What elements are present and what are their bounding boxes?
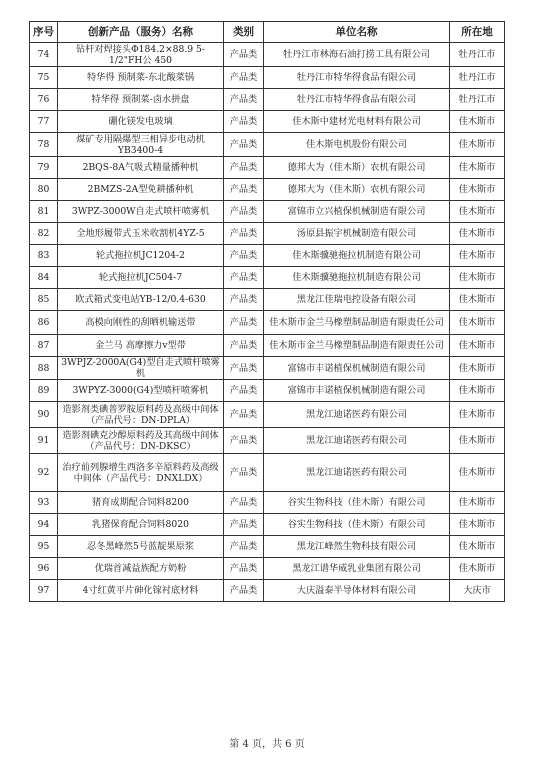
cell-product-name: 治疗前列腺增生西洛多辛原料药及高级中间体（产品代号：DNXLDX） xyxy=(58,454,224,492)
cell-unit-name: 德邦大为（佳木斯）农机有限公司 xyxy=(264,157,450,179)
cell-serial-number: 84 xyxy=(30,267,58,289)
header-unit-name: 单位名称 xyxy=(264,22,450,43)
cell-location: 佳木斯市 xyxy=(450,514,505,536)
table-row xyxy=(30,402,505,428)
table-row xyxy=(30,43,505,67)
cell-serial-number: 94 xyxy=(30,514,58,536)
table-row xyxy=(30,89,505,111)
cell-location: 大庆市 xyxy=(450,580,505,602)
table-row xyxy=(30,157,505,179)
cell-location: 牡丹江市 xyxy=(450,89,505,111)
cell-serial-number: 80 xyxy=(30,179,58,201)
cell-unit-name: 黑龙江迪诺医药有限公司 xyxy=(264,428,450,454)
table-row xyxy=(30,289,505,311)
cell-product-name: 钻杆对焊接头Φ184.2×88.9 5-1/2"FH公 450 xyxy=(58,43,224,67)
cell-serial-number: 75 xyxy=(30,67,58,89)
cell-unit-name: 牡丹江市特华得食品有限公司 xyxy=(264,67,450,89)
cell-unit-name: 佳木斯骥驰拖拉机制造有限公司 xyxy=(264,245,450,267)
table-row xyxy=(30,245,505,267)
cell-product-name: 高模向刚性的刮晒机输送带 xyxy=(58,311,224,335)
table-row xyxy=(30,428,505,454)
cell-category: 产品类 xyxy=(224,157,264,179)
table-header-row xyxy=(30,22,505,43)
cell-serial-number: 90 xyxy=(30,402,58,428)
cell-location: 佳木斯市 xyxy=(450,157,505,179)
cell-serial-number: 77 xyxy=(30,111,58,133)
header-serial-number: 序号 xyxy=(30,22,58,43)
cell-location: 牡丹江市 xyxy=(450,43,505,67)
cell-serial-number: 76 xyxy=(30,89,58,111)
cell-location: 佳木斯市 xyxy=(450,380,505,402)
cell-category: 产品类 xyxy=(224,245,264,267)
cell-product-name: 煤矿专用隔爆型三相异步电动机YB3400-4 xyxy=(58,133,224,157)
table-row xyxy=(30,558,505,580)
cell-serial-number: 95 xyxy=(30,536,58,558)
cell-category: 产品类 xyxy=(224,179,264,201)
cell-unit-name: 大庆溢泰半导体材料有限公司 xyxy=(264,580,450,602)
cell-category: 产品类 xyxy=(224,289,264,311)
cell-product-name: 忍冬黑峰然5号蓝靛果原浆 xyxy=(58,536,224,558)
table-row xyxy=(30,267,505,289)
cell-unit-name: 黑龙江迪诺医药有限公司 xyxy=(264,402,450,428)
table-row xyxy=(30,179,505,201)
table-row xyxy=(30,357,505,380)
cell-location: 佳木斯市 xyxy=(450,111,505,133)
cell-product-name: 3WPZ-3000W自走式喷杆喷雾机 xyxy=(58,201,224,223)
cell-unit-name: 富锦市立兴植保机械制造有限公司 xyxy=(264,201,450,223)
cell-unit-name: 富锦市丰诺植保机械制造有限公司 xyxy=(264,357,450,380)
cell-category: 产品类 xyxy=(224,201,264,223)
cell-category: 产品类 xyxy=(224,514,264,536)
cell-product-name: 2BQS-8A气吸式精量播种机 xyxy=(58,157,224,179)
cell-location: 佳木斯市 xyxy=(450,245,505,267)
cell-product-name: 3WPJZ-2000A(G4)型自走式喷杆喷雾机 xyxy=(58,357,224,380)
cell-product-name: 全地形履带式玉米收割机4YZ-5 xyxy=(58,223,224,245)
page-footer: 第 4 页，共 6 页 xyxy=(229,739,305,750)
cell-product-name: 轮式拖拉机JC1204-2 xyxy=(58,245,224,267)
cell-product-name: 造影剂碘克沙醇原料药及其高级中间体（产品代号：DN-DKSC） xyxy=(58,428,224,454)
cell-unit-name: 佳木斯电机股份有限公司 xyxy=(264,133,450,157)
document-page xyxy=(29,21,504,602)
cell-location: 佳木斯市 xyxy=(450,454,505,492)
table-row xyxy=(30,335,505,357)
cell-category: 产品类 xyxy=(224,89,264,111)
cell-serial-number: 82 xyxy=(30,223,58,245)
cell-product-name: 2BMZS-2A型免耕播种机 xyxy=(58,179,224,201)
cell-unit-name: 佳木斯市金兰马橡塑制品制造有限责任公司 xyxy=(264,311,450,335)
cell-unit-name: 黑龙江迪诺医药有限公司 xyxy=(264,454,450,492)
header-product-name: 创新产品（服务）名称 xyxy=(58,22,224,43)
cell-category: 产品类 xyxy=(224,380,264,402)
cell-category: 产品类 xyxy=(224,428,264,454)
cell-category: 产品类 xyxy=(224,67,264,89)
cell-location: 佳木斯市 xyxy=(450,179,505,201)
cell-location: 佳木斯市 xyxy=(450,357,505,380)
cell-category: 产品类 xyxy=(224,558,264,580)
cell-category: 产品类 xyxy=(224,536,264,558)
cell-product-name: 3WPYZ-3000(G4)型喷杆喷雾机 xyxy=(58,380,224,402)
cell-location: 牡丹江市 xyxy=(450,67,505,89)
cell-category: 产品类 xyxy=(224,311,264,335)
cell-unit-name: 谷实生物科技（佳木斯）有限公司 xyxy=(264,492,450,514)
cell-unit-name: 富锦市丰诺植保机械制造有限公司 xyxy=(264,380,450,402)
cell-location: 佳木斯市 xyxy=(450,492,505,514)
cell-category: 产品类 xyxy=(224,223,264,245)
cell-serial-number: 97 xyxy=(30,580,58,602)
table-row xyxy=(30,201,505,223)
cell-unit-name: 黑龙江佳瑞电控设备有限公司 xyxy=(264,289,450,311)
cell-product-name: 特华得 预制菜-东北酸菜锅 xyxy=(58,67,224,89)
cell-serial-number: 91 xyxy=(30,428,58,454)
table-row xyxy=(30,133,505,157)
cell-unit-name: 牡丹江市林海石油打捞工具有限公司 xyxy=(264,43,450,67)
cell-category: 产品类 xyxy=(224,357,264,380)
cell-location: 佳木斯市 xyxy=(450,428,505,454)
cell-serial-number: 89 xyxy=(30,380,58,402)
cell-product-name: 造影剂类碘普罗胺原料药及高级中间体（产品代号：DN-DPLA） xyxy=(58,402,224,428)
cell-unit-name: 黑龙江峰然生物科技有限公司 xyxy=(264,536,450,558)
cell-location: 佳木斯市 xyxy=(450,267,505,289)
cell-unit-name: 黑龙江谱华威乳业集团有限公司 xyxy=(264,558,450,580)
cell-location: 佳木斯市 xyxy=(450,402,505,428)
cell-serial-number: 92 xyxy=(30,454,58,492)
cell-unit-name: 汤原县振宇机械制造有限公司 xyxy=(264,223,450,245)
cell-location: 佳木斯市 xyxy=(450,311,505,335)
cell-category: 产品类 xyxy=(224,580,264,602)
table-row xyxy=(30,67,505,89)
table-row xyxy=(30,514,505,536)
cell-serial-number: 88 xyxy=(30,357,58,380)
cell-location: 佳木斯市 xyxy=(450,536,505,558)
cell-product-name: 硼化镁发电玻璃 xyxy=(58,111,224,133)
innovation-product-table xyxy=(29,21,505,602)
cell-serial-number: 87 xyxy=(30,335,58,357)
cell-unit-name: 佳木斯骥驰拖拉机制造有限公司 xyxy=(264,267,450,289)
cell-serial-number: 81 xyxy=(30,201,58,223)
cell-serial-number: 74 xyxy=(30,43,58,67)
cell-location: 佳木斯市 xyxy=(450,201,505,223)
cell-product-name: 优瑞首减益族配方奶粉 xyxy=(58,558,224,580)
table-row xyxy=(30,223,505,245)
cell-product-name: 金兰马 高摩擦力v型带 xyxy=(58,335,224,357)
cell-product-name: 4寸红黄平片砷化镓衬底材料 xyxy=(58,580,224,602)
cell-serial-number: 79 xyxy=(30,157,58,179)
cell-product-name: 猪育成期配合饲料8200 xyxy=(58,492,224,514)
cell-category: 产品类 xyxy=(224,402,264,428)
table-row xyxy=(30,311,505,335)
cell-unit-name: 谷实生物科技（佳木斯）有限公司 xyxy=(264,514,450,536)
table-row xyxy=(30,492,505,514)
table-row xyxy=(30,580,505,602)
table-row xyxy=(30,380,505,402)
cell-serial-number: 83 xyxy=(30,245,58,267)
cell-product-name: 轮式拖拉机JC504-7 xyxy=(58,267,224,289)
cell-serial-number: 85 xyxy=(30,289,58,311)
cell-serial-number: 96 xyxy=(30,558,58,580)
table-row xyxy=(30,111,505,133)
header-category: 类别 xyxy=(224,22,264,43)
header-location: 所在地 xyxy=(450,22,505,43)
cell-product-name: 欧式箱式变电站YB-12/0.4-630 xyxy=(58,289,224,311)
cell-unit-name: 牡丹江市特华得食品有限公司 xyxy=(264,89,450,111)
cell-category: 产品类 xyxy=(224,267,264,289)
cell-unit-name: 德邦大为（佳木斯）农机有限公司 xyxy=(264,179,450,201)
cell-category: 产品类 xyxy=(224,492,264,514)
table-row xyxy=(30,454,505,492)
cell-category: 产品类 xyxy=(224,454,264,492)
cell-location: 佳木斯市 xyxy=(450,558,505,580)
cell-location: 佳木斯市 xyxy=(450,289,505,311)
cell-serial-number: 93 xyxy=(30,492,58,514)
cell-serial-number: 86 xyxy=(30,311,58,335)
cell-serial-number: 78 xyxy=(30,133,58,157)
cell-location: 佳木斯市 xyxy=(450,223,505,245)
cell-location: 佳木斯市 xyxy=(450,133,505,157)
cell-category: 产品类 xyxy=(224,43,264,67)
cell-unit-name: 佳木斯市金兰马橡塑制品制造有限责任公司 xyxy=(264,335,450,357)
cell-unit-name: 佳木斯中建材光电材料有限公司 xyxy=(264,111,450,133)
cell-category: 产品类 xyxy=(224,133,264,157)
cell-product-name: 特华得 预制菜-卤水拼盘 xyxy=(58,89,224,111)
table-row xyxy=(30,536,505,558)
cell-category: 产品类 xyxy=(224,111,264,133)
cell-category: 产品类 xyxy=(224,335,264,357)
cell-product-name: 乳猪保育配合饲料8020 xyxy=(58,514,224,536)
cell-location: 佳木斯市 xyxy=(450,335,505,357)
